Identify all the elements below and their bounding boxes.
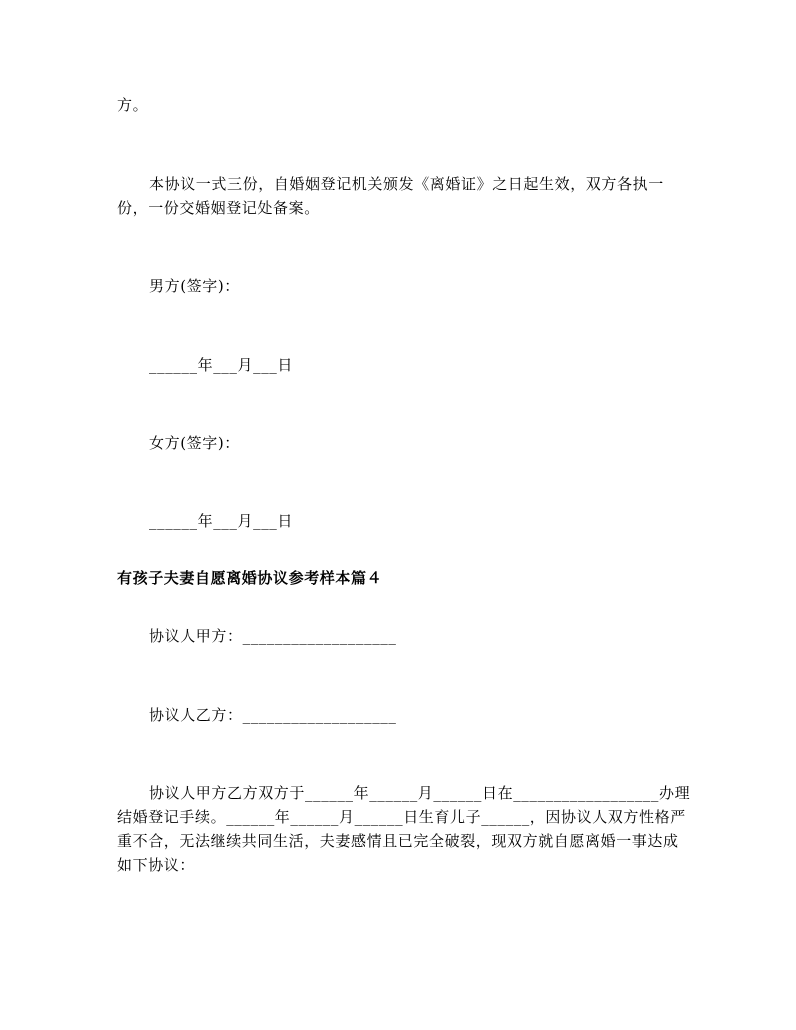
para-copies-line-2: 份，一份交婚姻登记处备案。	[117, 199, 320, 217]
party-a-line: 协议人甲方：___________________	[149, 627, 397, 645]
para-marriage-line-2: 结婚登记手续。______年______月______日生育儿子______，因协议人双方性格严	[117, 808, 686, 826]
party-b-line: 协议人乙方：___________________	[149, 706, 397, 724]
section-heading: 有孩子夫妻自愿离婚协议参考样本篇４	[117, 569, 383, 587]
female-sign-label: 女方(签字)：	[149, 434, 240, 452]
para-marriage-line-1: 协议人甲方乙方双方于______年______月______日在__________________办理	[149, 784, 691, 802]
text-line-fang: 方。	[117, 96, 149, 114]
male-date-line: ______年___月___日	[149, 356, 294, 374]
para-copies-line-1: 本协议一式三份，自婚姻登记机关颁发《离婚证》之日起生效，双方各执一	[149, 175, 664, 193]
female-date-line: ______年___月___日	[149, 512, 294, 530]
para-marriage-line-3: 重不合，无法继续共同生活，夫妻感情且已完全破裂，现双方就自愿离婚一事达成	[117, 832, 679, 850]
para-marriage-line-4: 如下协议：	[117, 856, 196, 874]
male-sign-label: 男方(签字)：	[149, 277, 240, 295]
